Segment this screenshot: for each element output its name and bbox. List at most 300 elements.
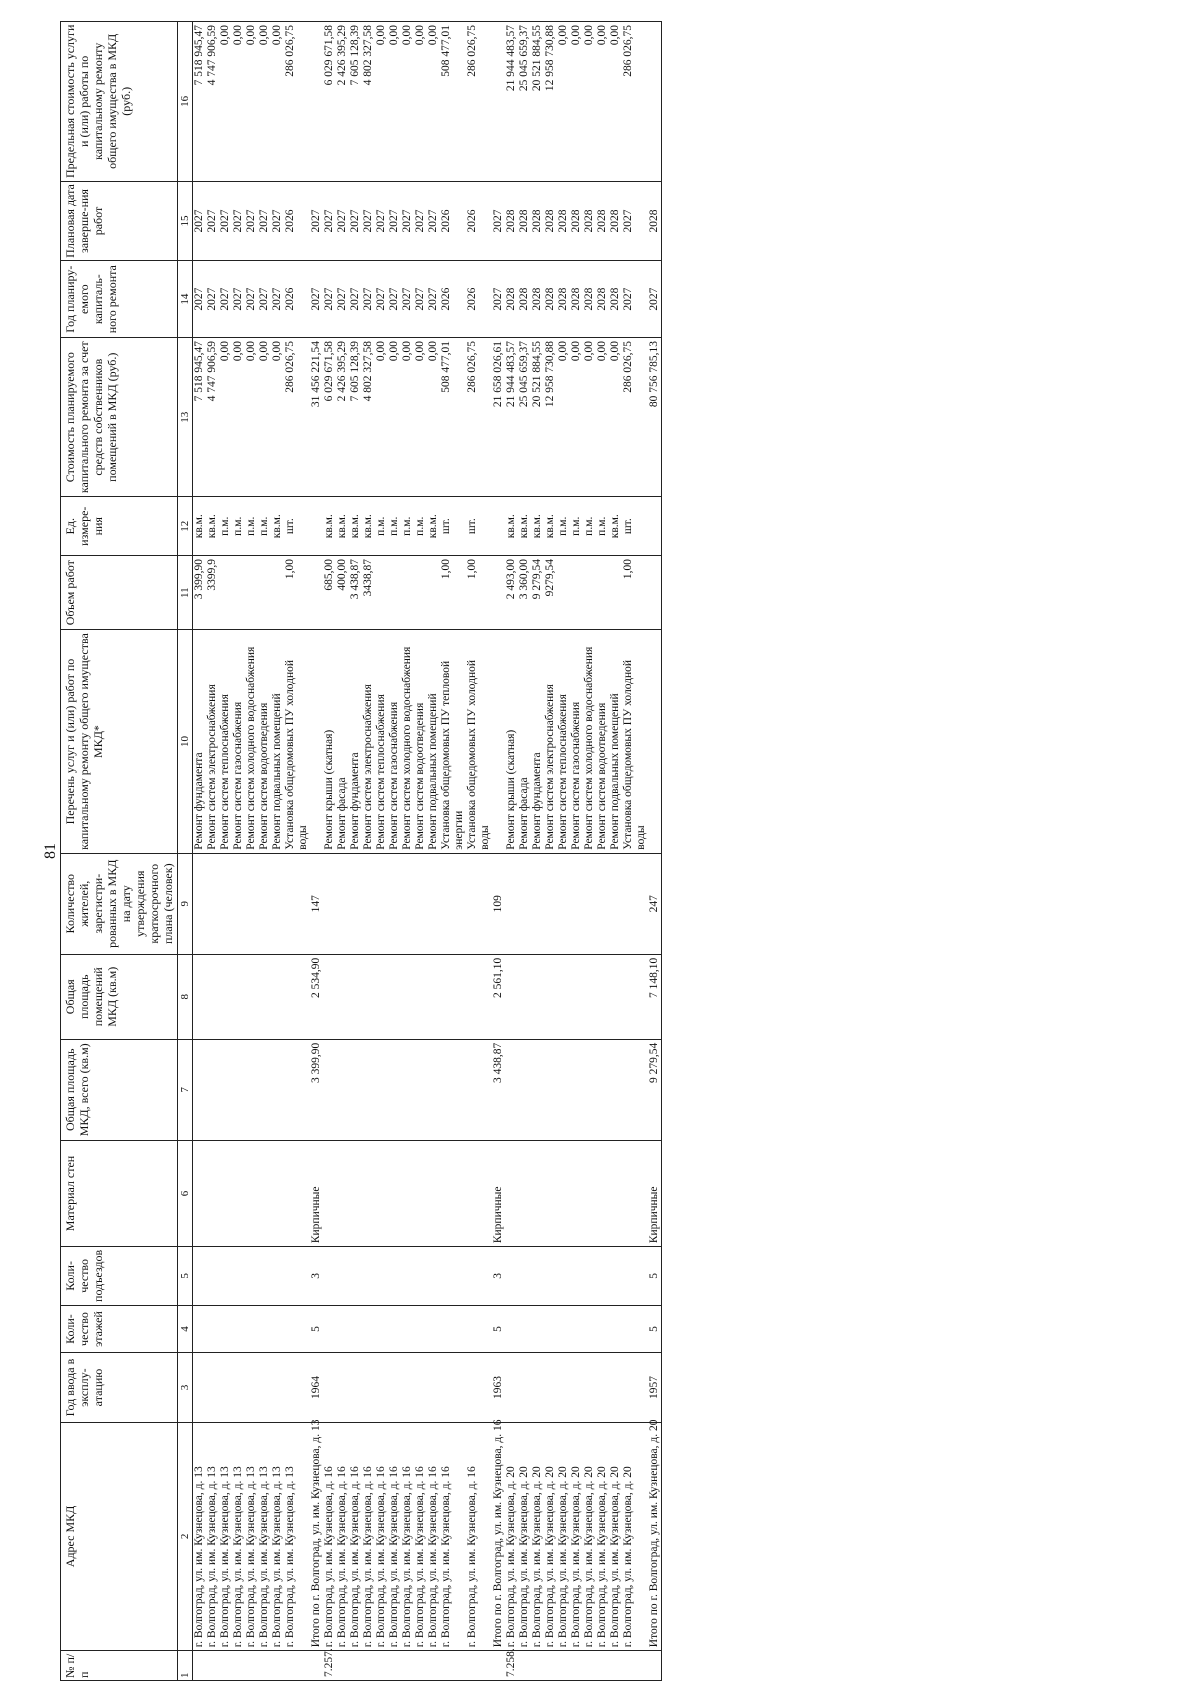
entrances-cell (284, 1247, 310, 1305)
planned-cost-cell: 508 477,01 (440, 337, 466, 497)
wall-material-cell: Кирпичные (648, 1140, 662, 1246)
address-cell: г. Волгоград, ул. им. Кузнецова, д. 20 (531, 1422, 544, 1651)
repair-year-cell: 2028 (583, 261, 596, 338)
repair-year-cell: 2027 (310, 261, 323, 338)
work-type-cell: Ремонт фундамента (349, 630, 362, 853)
residents-cell (323, 853, 336, 954)
work-type-cell: Ремонт систем газоснабжения (570, 630, 583, 853)
column-header-5: Коли-чество подъездов (61, 1247, 178, 1305)
floors-cell (570, 1305, 583, 1353)
entrances-cell (505, 1247, 518, 1305)
wall-material-cell (505, 1140, 518, 1246)
work-type-cell: Ремонт подвальных помещений (427, 630, 440, 853)
completion-date-cell: 2027 (492, 181, 505, 261)
completion-date-cell: 2028 (583, 181, 596, 261)
floors-cell (388, 1305, 401, 1353)
entrances-cell: 3 (310, 1247, 323, 1305)
residents-cell (362, 853, 375, 954)
premises-area-cell (414, 954, 427, 1039)
total-area-cell: 3 399,90 (310, 1039, 323, 1140)
entrances-cell: 5 (648, 1247, 662, 1305)
entrances-cell (440, 1247, 466, 1305)
table-body (193, 22, 662, 1681)
table-row (622, 22, 648, 1681)
residents-cell (232, 853, 245, 954)
residents-cell (349, 853, 362, 954)
total-area-cell: 3 438,87 (492, 1039, 505, 1140)
row-index-cell (310, 1651, 323, 1681)
max-cost-cell: 0,00 (271, 22, 284, 182)
completion-date-cell: 2027 (336, 181, 349, 261)
table-row (544, 22, 557, 1681)
max-cost-cell: 286 026,75 (622, 22, 648, 182)
address-cell: г. Волгоград, ул. им. Кузнецова, д. 16 (323, 1422, 336, 1651)
total-area-cell (622, 1039, 648, 1140)
repair-year-cell: 2028 (557, 261, 570, 338)
max-cost-cell: 25 045 659,37 (518, 22, 531, 182)
total-area-cell (258, 1039, 271, 1140)
column-number-6: 6 (178, 1140, 193, 1246)
year-built-cell (271, 1353, 284, 1422)
residents-cell (245, 853, 258, 954)
wall-material-cell (518, 1140, 531, 1246)
column-number-3: 3 (178, 1353, 193, 1422)
column-header-12: Ед. измере-ния (61, 497, 178, 555)
column-number-16: 16 (178, 22, 193, 182)
premises-area-cell (531, 954, 544, 1039)
residents-cell (414, 853, 427, 954)
unit-cell: шт. (466, 497, 492, 555)
work-type-cell: Ремонт подвальных помещений (271, 630, 284, 853)
unit-cell: шт. (284, 497, 310, 555)
completion-date-cell: 2027 (232, 181, 245, 261)
year-built-cell (336, 1353, 349, 1422)
max-cost-cell: 2 426 395,29 (336, 22, 349, 182)
work-volume-cell (232, 555, 245, 629)
total-area-cell (336, 1039, 349, 1140)
table-header (61, 22, 193, 1681)
row-index-cell (466, 1651, 492, 1681)
planned-cost-cell: 0,00 (245, 337, 258, 497)
row-index-cell (232, 1651, 245, 1681)
work-type-cell: Ремонт фундамента (531, 630, 544, 853)
premises-area-cell (336, 954, 349, 1039)
table-row (336, 22, 349, 1681)
entrances-cell (362, 1247, 375, 1305)
column-number-4: 4 (178, 1305, 193, 1353)
repair-year-cell: 2028 (531, 261, 544, 338)
premises-area-cell (375, 954, 388, 1039)
page-number: 81 (42, 843, 59, 859)
work-type-cell: Установка общедомовых ПУ холодной воды (622, 630, 648, 853)
total-area-cell (609, 1039, 622, 1140)
max-cost-cell: 508 477,01 (440, 22, 466, 182)
residents-cell (466, 853, 492, 954)
year-built-cell (323, 1353, 336, 1422)
entrances-cell (232, 1247, 245, 1305)
max-cost-cell: 0,00 (258, 22, 271, 182)
row-index-cell (414, 1651, 427, 1681)
completion-date-cell: 2028 (518, 181, 531, 261)
column-header-16: Предельная стоимость услуги и (или) работы по капитальному ремонту общего имущества в МКД (руб.) (61, 22, 178, 182)
year-built-cell (570, 1353, 583, 1422)
floors-cell: 5 (310, 1305, 323, 1353)
wall-material-cell: Кирпичные (310, 1140, 323, 1246)
max-cost-cell: 21 944 483,57 (505, 22, 518, 182)
work-volume-cell (310, 555, 323, 629)
wall-material-cell (388, 1140, 401, 1246)
floors-cell (622, 1305, 648, 1353)
address-cell: г. Волгоград, ул. им. Кузнецова, д. 16 (362, 1422, 375, 1651)
total-area-cell (414, 1039, 427, 1140)
unit-cell: кв.м. (531, 497, 544, 555)
premises-area-cell (583, 954, 596, 1039)
year-built-cell (349, 1353, 362, 1422)
repair-year-cell: 2027 (245, 261, 258, 338)
unit-cell: п.м. (388, 497, 401, 555)
max-cost-cell (648, 22, 662, 182)
residents-cell (583, 853, 596, 954)
planned-cost-cell: 0,00 (596, 337, 609, 497)
completion-date-cell: 2027 (271, 181, 284, 261)
residents-cell (609, 853, 622, 954)
table-row (609, 22, 622, 1681)
wall-material-cell (219, 1140, 232, 1246)
total-area-cell (375, 1039, 388, 1140)
completion-date-cell: 2027 (349, 181, 362, 261)
unit-cell: шт. (440, 497, 466, 555)
floors-cell: 5 (648, 1305, 662, 1353)
row-index-cell (271, 1651, 284, 1681)
entrances-cell (401, 1247, 414, 1305)
wall-material-cell (466, 1140, 492, 1246)
entrances-cell (206, 1247, 219, 1305)
row-index-cell (258, 1651, 271, 1681)
address-cell: г. Волгоград, ул. им. Кузнецова, д. 13 (271, 1422, 284, 1651)
unit-cell: п.м. (557, 497, 570, 555)
row-index-cell (349, 1651, 362, 1681)
max-cost-cell: 6 029 671,58 (323, 22, 336, 182)
max-cost-cell: 0,00 (570, 22, 583, 182)
premises-area-cell (505, 954, 518, 1039)
premises-area-cell (544, 954, 557, 1039)
column-number-10: 10 (178, 630, 193, 853)
year-built-cell: 1963 (492, 1353, 505, 1422)
wall-material-cell (622, 1140, 648, 1246)
completion-date-cell: 2028 (570, 181, 583, 261)
work-type-cell: Ремонт фасада (518, 630, 531, 853)
row-index-cell: 7.258. (505, 1651, 518, 1681)
address-cell: г. Волгоград, ул. им. Кузнецова, д. 13 (232, 1422, 245, 1651)
work-type-cell: Ремонт крыши (скатная) (505, 630, 518, 853)
unit-cell: кв.м. (336, 497, 349, 555)
planned-cost-cell: 7 605 128,39 (349, 337, 362, 497)
floors-cell (375, 1305, 388, 1353)
entrances-cell (375, 1247, 388, 1305)
floors-cell (609, 1305, 622, 1353)
table-row (388, 22, 401, 1681)
entrances-cell (622, 1247, 648, 1305)
unit-cell: шт. (622, 497, 648, 555)
total-area-cell (245, 1039, 258, 1140)
work-type-cell: Ремонт фасада (336, 630, 349, 853)
residents-cell (258, 853, 271, 954)
residents-cell: 247 (648, 853, 662, 954)
max-cost-cell: 0,00 (388, 22, 401, 182)
row-index-cell (531, 1651, 544, 1681)
planned-cost-cell: 80 756 785,13 (648, 337, 662, 497)
premises-area-cell (219, 954, 232, 1039)
column-header-3: Год ввода в эксплу-атацию (61, 1353, 178, 1422)
address-cell: г. Волгоград, ул. им. Кузнецова, д. 20 (583, 1422, 596, 1651)
document-sheet (12, 21, 1182, 1681)
wall-material-cell (427, 1140, 440, 1246)
address-cell: г. Волгоград, ул. им. Кузнецова, д. 16 (401, 1422, 414, 1651)
column-number-row (178, 22, 193, 1681)
table-row (362, 22, 375, 1681)
entrances-cell (544, 1247, 557, 1305)
work-volume-cell (258, 555, 271, 629)
planned-cost-cell: 0,00 (232, 337, 245, 497)
work-volume-cell: 3399,9 (206, 555, 219, 629)
completion-date-cell: 2027 (258, 181, 271, 261)
row-index-cell (570, 1651, 583, 1681)
year-built-cell (622, 1353, 648, 1422)
unit-cell: кв.м. (323, 497, 336, 555)
repair-year-cell: 2028 (609, 261, 622, 338)
year-built-cell (219, 1353, 232, 1422)
work-volume-cell: 3 360,00 (518, 555, 531, 629)
planned-cost-cell: 0,00 (219, 337, 232, 497)
row-index-cell (622, 1651, 648, 1681)
wall-material-cell (544, 1140, 557, 1246)
floors-cell (544, 1305, 557, 1353)
repair-year-cell: 2027 (622, 261, 648, 338)
planned-cost-cell: 7 518 945,47 (193, 337, 207, 497)
column-header-11: Объем работ (61, 555, 178, 629)
table-row (414, 22, 427, 1681)
max-cost-cell (492, 22, 505, 182)
premises-area-cell (557, 954, 570, 1039)
unit-cell: п.м. (219, 497, 232, 555)
row-index-cell (206, 1651, 219, 1681)
column-header-13: Стоимость планируемого капитального ремонта за счет средств собственников помещений в МКД (руб.) (61, 337, 178, 497)
unit-cell: п.м. (232, 497, 245, 555)
work-volume-cell (219, 555, 232, 629)
address-cell: г. Волгоград, ул. им. Кузнецова, д. 20 (505, 1422, 518, 1651)
residents-cell (440, 853, 466, 954)
work-type-cell: Ремонт систем водоотведения (258, 630, 271, 853)
unit-cell: кв.м. (362, 497, 375, 555)
floors-cell (193, 1305, 207, 1353)
entrances-cell (609, 1247, 622, 1305)
completion-date-cell: 2027 (362, 181, 375, 261)
row-index-cell (557, 1651, 570, 1681)
max-cost-cell: 0,00 (232, 22, 245, 182)
entrances-cell (596, 1247, 609, 1305)
planned-cost-cell: 25 045 659,37 (518, 337, 531, 497)
wall-material-cell: Кирпичные (492, 1140, 505, 1246)
year-built-cell (609, 1353, 622, 1422)
address-cell: г. Волгоград, ул. им. Кузнецова, д. 16 (375, 1422, 388, 1651)
floors-cell (271, 1305, 284, 1353)
work-type-cell: Ремонт систем холодного водоснабжения (401, 630, 414, 853)
completion-date-cell: 2028 (557, 181, 570, 261)
planned-cost-cell: 6 029 671,58 (323, 337, 336, 497)
wall-material-cell (193, 1140, 207, 1246)
floors-cell (466, 1305, 492, 1353)
completion-date-cell: 2027 (401, 181, 414, 261)
column-header-2: Адрес МКД (61, 1422, 178, 1651)
row-index-cell (609, 1651, 622, 1681)
floors-cell (349, 1305, 362, 1353)
total-area-cell (583, 1039, 596, 1140)
total-area-cell (323, 1039, 336, 1140)
residents-cell: 147 (310, 853, 323, 954)
year-built-cell (414, 1353, 427, 1422)
total-area-cell (505, 1039, 518, 1140)
table-row (440, 22, 466, 1681)
residents-cell (284, 853, 310, 954)
premises-area-cell (596, 954, 609, 1039)
premises-area-cell (284, 954, 310, 1039)
completion-date-cell: 2027 (414, 181, 427, 261)
wall-material-cell (362, 1140, 375, 1246)
repair-year-cell: 2027 (336, 261, 349, 338)
table-row (505, 22, 518, 1681)
max-cost-cell: 0,00 (609, 22, 622, 182)
work-volume-cell: 1,00 (440, 555, 466, 629)
work-type-cell: Ремонт подвальных помещений (609, 630, 622, 853)
entrances-cell (518, 1247, 531, 1305)
work-type-cell: Ремонт крыши (скатная) (323, 630, 336, 853)
floors-cell (245, 1305, 258, 1353)
total-area-cell (206, 1039, 219, 1140)
premises-area-cell (622, 954, 648, 1039)
entrances-cell (466, 1247, 492, 1305)
wall-material-cell (401, 1140, 414, 1246)
repair-year-cell: 2027 (648, 261, 662, 338)
address-cell: г. Волгоград, ул. им. Кузнецова, д. 16 (427, 1422, 440, 1651)
address-cell: г. Волгоград, ул. им. Кузнецова, д. 20 (570, 1422, 583, 1651)
repair-year-cell: 2027 (362, 261, 375, 338)
row-index-cell (375, 1651, 388, 1681)
total-area-cell: 9 279,54 (648, 1039, 662, 1140)
work-type-cell (648, 630, 662, 853)
work-type-cell: Ремонт систем теплоснабжения (219, 630, 232, 853)
residents-cell (193, 853, 207, 954)
work-volume-cell (648, 555, 662, 629)
repair-year-cell: 2028 (570, 261, 583, 338)
floors-cell (323, 1305, 336, 1353)
total-area-cell (531, 1039, 544, 1140)
table-row (466, 22, 492, 1681)
unit-cell: п.м. (375, 497, 388, 555)
year-built-cell (206, 1353, 219, 1422)
table-row (284, 22, 310, 1681)
work-type-cell: Ремонт систем теплоснабжения (375, 630, 388, 853)
year-built-cell (193, 1353, 207, 1422)
premises-area-cell: 7 148,10 (648, 954, 662, 1039)
unit-cell: п.м. (583, 497, 596, 555)
address-cell: г. Волгоград, ул. им. Кузнецова, д. 20 (544, 1422, 557, 1651)
floors-cell (440, 1305, 466, 1353)
unit-cell: п.м. (258, 497, 271, 555)
column-header-10: Перечень услуг и (или) работ по капитальному ремонту общего имущества МКД* (61, 630, 178, 853)
premises-area-cell (518, 954, 531, 1039)
completion-date-cell: 2027 (193, 181, 207, 261)
premises-area-cell (570, 954, 583, 1039)
planned-cost-cell: 4 747 906,59 (206, 337, 219, 497)
repair-year-cell: 2027 (414, 261, 427, 338)
completion-date-cell: 2028 (609, 181, 622, 261)
entrances-cell (427, 1247, 440, 1305)
column-header-14: Год планиру-емого капиталь-ного ремонта (61, 261, 178, 338)
table-row (206, 22, 219, 1681)
work-volume-cell: 1,00 (284, 555, 310, 629)
entrances-cell (531, 1247, 544, 1305)
row-index-cell (401, 1651, 414, 1681)
column-header-7: Общая площадь МКД, всего (кв.м) (61, 1039, 178, 1140)
max-cost-cell: 286 026,75 (284, 22, 310, 182)
completion-date-cell: 2028 (544, 181, 557, 261)
residents-cell (388, 853, 401, 954)
planned-cost-cell: 0,00 (570, 337, 583, 497)
unit-cell (648, 497, 662, 555)
total-area-cell (518, 1039, 531, 1140)
address-cell: г. Волгоград, ул. им. Кузнецова, д. 13 (258, 1422, 271, 1651)
work-type-cell: Ремонт систем электроснабжения (362, 630, 375, 853)
year-built-cell (388, 1353, 401, 1422)
row-index-cell (336, 1651, 349, 1681)
work-volume-cell (609, 555, 622, 629)
planned-cost-cell: 0,00 (375, 337, 388, 497)
entrances-cell: 3 (492, 1247, 505, 1305)
year-built-cell (362, 1353, 375, 1422)
planned-cost-cell: 0,00 (271, 337, 284, 497)
work-volume-cell: 9 279,54 (531, 555, 544, 629)
work-type-cell: Установка общедомовых ПУ холодной воды (466, 630, 492, 853)
work-volume-cell: 1,00 (622, 555, 648, 629)
premises-area-cell (232, 954, 245, 1039)
repair-year-cell: 2028 (505, 261, 518, 338)
work-volume-cell: 400,00 (336, 555, 349, 629)
unit-cell: п.м. (596, 497, 609, 555)
year-built-cell (375, 1353, 388, 1422)
repair-year-cell: 2027 (349, 261, 362, 338)
wall-material-cell (245, 1140, 258, 1246)
unit-cell: кв.м. (609, 497, 622, 555)
max-cost-cell: 0,00 (375, 22, 388, 182)
table-row (596, 22, 609, 1681)
floors-cell (583, 1305, 596, 1353)
table-row (193, 22, 207, 1681)
wall-material-cell (336, 1140, 349, 1246)
work-volume-cell: 3 399,90 (193, 555, 207, 629)
address-cell: Итого по г. Волгоград, ул. им. Кузнецова, д. 13 (310, 1422, 323, 1651)
total-row (492, 22, 505, 1681)
work-volume-cell (427, 555, 440, 629)
total-area-cell (193, 1039, 207, 1140)
unit-cell: кв.м. (193, 497, 207, 555)
unit-cell: кв.м. (505, 497, 518, 555)
unit-cell (492, 497, 505, 555)
wall-material-cell (271, 1140, 284, 1246)
premises-area-cell (245, 954, 258, 1039)
repair-year-cell: 2027 (219, 261, 232, 338)
planned-cost-cell: 21 658 026,61 (492, 337, 505, 497)
address-cell: г. Волгоград, ул. им. Кузнецова, д. 20 (557, 1422, 570, 1651)
